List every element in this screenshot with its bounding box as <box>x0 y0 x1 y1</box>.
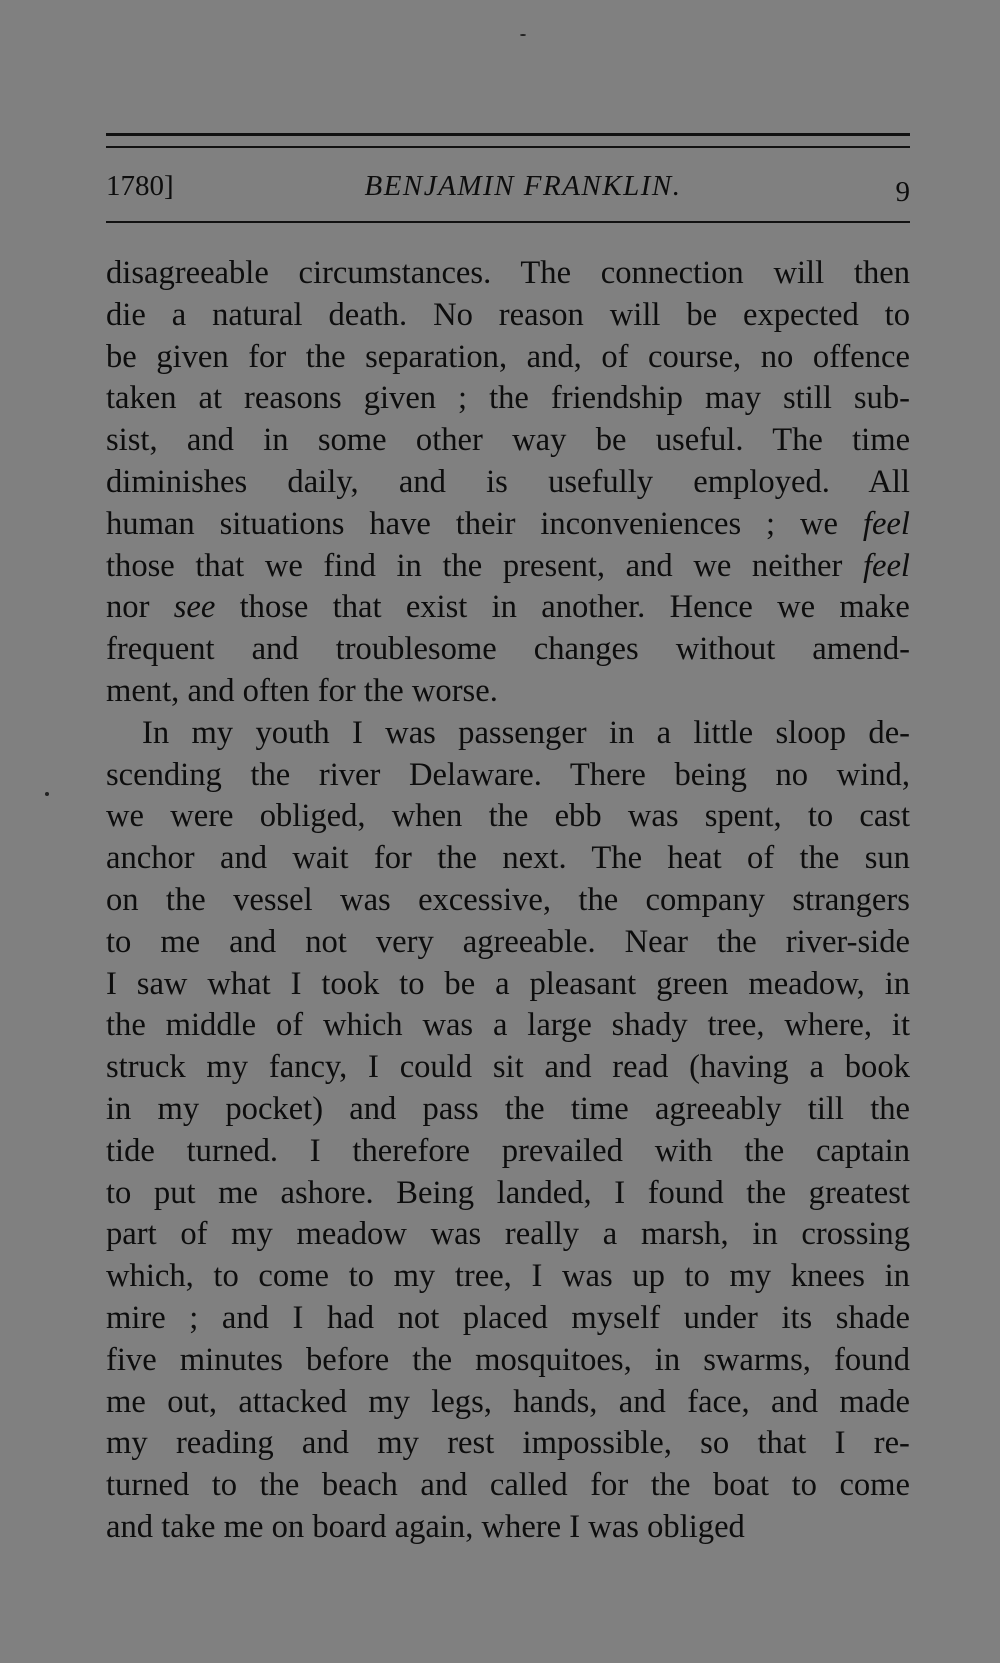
text-line: part of my meadow was really a marsh, in crossing <box>106 1216 910 1253</box>
text-line: my reading and my rest impossible, so that I re- <box>106 1425 910 1462</box>
running-head <box>106 170 910 214</box>
text-line: tide turned. I therefore prevailed with the captain <box>106 1132 910 1169</box>
text-line: scending the river Delaware. There being no wind, <box>106 756 910 793</box>
text-line: me out, attacked my legs, hands, and face, and made <box>106 1383 910 1420</box>
header-title: BENJAMIN FRANKLIN. <box>364 170 682 202</box>
paragraph <box>106 713 910 1549</box>
header-year: 1780] <box>106 170 174 202</box>
text-line: diminishes daily, and is usefully employed. All <box>106 463 910 500</box>
text-line: in my pocket) and pass the time agreeably till the <box>106 1090 910 1127</box>
text-line: turned to the beach and called for the boat to come <box>106 1467 910 1504</box>
body-text <box>106 253 910 1549</box>
text-line: struck my fancy, I could sit and read (having a book <box>106 1049 910 1086</box>
text-line: disagreeable circumstances. The connection will then <box>106 255 910 291</box>
text-line: and take me on board again, where I was obliged <box>106 1508 745 1545</box>
text-line: to me and not very agreeable. Near the river-side <box>106 923 910 960</box>
text-line: we were obliged, when the ebb was spent, to cast <box>106 798 910 835</box>
text-line: to put me ashore. Being landed, I found the greatest <box>106 1174 910 1211</box>
text-line: mire ; and I had not placed myself under its shade <box>106 1299 910 1336</box>
text-line: die a natural death. No reason will be expected to <box>106 296 910 333</box>
text-line: sist, and in some other way be useful. The time <box>106 422 910 459</box>
text-line: human situations have their inconveniences ; we feel <box>106 505 910 542</box>
text-line: nor see those that exist in another. Hence we make <box>106 589 910 626</box>
top-rule-thin <box>106 146 910 148</box>
text-line: those that we find in the present, and we neither feel <box>106 547 910 584</box>
text-line: the middle of which was a large shady tree, where, it <box>106 1007 910 1044</box>
text-line: frequent and troublesome changes without amend- <box>106 631 910 668</box>
text-line: on the vessel was excessive, the company strangers <box>106 881 910 918</box>
page-speck <box>45 792 49 796</box>
text-line: I saw what I took to be a pleasant green meadow, in <box>106 965 910 1002</box>
text-line: five minutes before the mosquitoes, in swarms, found <box>106 1341 910 1378</box>
page-speck <box>520 34 526 36</box>
top-rule-thick <box>106 133 910 136</box>
text-line: taken at reasons given ; the friendship may still sub- <box>106 380 910 417</box>
text-line: be given for the separation, and, of course, no offence <box>106 338 910 375</box>
text-line: anchor and wait for the next. The heat of the sun <box>106 840 910 877</box>
text-line: ment, and often for the worse. <box>106 672 498 709</box>
text-line: In my youth I was passenger in a little sloop de- <box>142 714 910 751</box>
header-rule <box>106 221 910 223</box>
page-number: 9 <box>895 176 910 208</box>
paragraph <box>106 253 910 713</box>
text-line: which, to come to my tree, I was up to my knees in <box>106 1258 910 1295</box>
